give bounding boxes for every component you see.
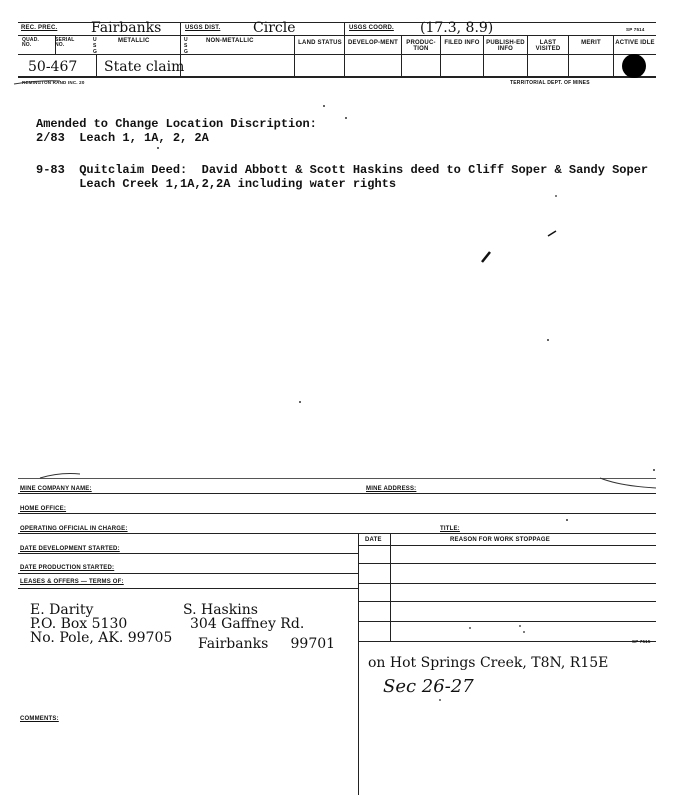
lessee-b-line-3: Fairbanks 99701 [198,636,336,652]
col-production: PRODUC-TION [406,40,436,52]
usgs-coord-value: (17.3, 8.9) [420,20,494,36]
reason-column: REASON FOR WORK STOPPAGE [450,537,550,543]
date-column: DATE [365,537,382,543]
metallic-label: METALLIC [118,38,150,44]
lessee-b-line-2: 304 Gaffney Rd. [190,616,305,632]
lessee-a-line-2: P.O. Box 5130 [30,616,128,632]
date-production-label: DATE PRODUCTION STARTED: [20,565,115,571]
section-handwritten: Sec 26-27 [383,676,474,697]
col-development: DEVELOP-MENT [347,40,399,46]
usgs-coord-label: USGS COORD. [349,25,394,31]
col-land-status: LAND STATUS [298,40,342,46]
department-label: TERRITORIAL DEPT. OF MINES [510,80,590,86]
note-line-4: Leach Creek 1,1A,2,2A including water rights [36,177,397,191]
operating-official-label: OPERATING OFFICIAL IN CHARGE: [20,526,128,532]
lessee-a-line-3: No. Pole, AK. 99705 [30,630,173,646]
serial-value: State claim [104,59,185,75]
nonmetallic-usg-label: U S G [184,37,189,55]
printer-note: REMINGTON RAND INC. 20 [22,80,85,85]
lessee-a-line-1: E. Darity [30,602,94,618]
quad-value: 50-467 [28,59,78,75]
home-office-label: HOME OFFICE: [20,506,67,512]
mine-address-label: MINE ADDRESS: [366,486,417,492]
quad-label: QUAD. NO. [22,37,40,48]
nonmetallic-label: NON-METALLIC [206,38,254,44]
rec-prec-label: REC. PREC. [21,25,58,31]
col-published-info: PUBLISH-ED INFO [486,40,525,52]
date-development-label: DATE DEVELOPMENT STARTED: [20,546,120,552]
lessee-b-line-1: S. Haskins [183,602,258,618]
note-line-1: Amended to Change Location Discription: [36,117,317,131]
rec-prec-value: Fairbanks [91,20,162,36]
comments-label: COMMENTS: [20,716,59,722]
col-active-idle: ACTIVE IDLE [615,40,655,46]
col-filed-info: FILED INFO [444,40,480,46]
usgs-dist-label: USGS DIST. [185,25,221,31]
title-label: TITLE: [440,526,460,532]
location-text: on Hot Springs Creek, T8N, R15E [368,655,609,671]
form-number: SP 7514 [626,27,645,32]
mine-company-label: MINE COMPANY NAME: [20,486,92,492]
form-number-2: SP 7515 [632,639,651,644]
note-line-3: 9-83 Quitclaim Deed: David Abbott & Scott Haskins deed to Cliff Soper & Sandy Soper [36,163,649,177]
note-line-2: 2/83 Leach 1, 1A, 2, 2A [36,131,209,145]
serial-label: SERIAL NO. [55,37,75,48]
usgs-dist-value: Circle [253,20,296,36]
metallic-usg-label: U S G [93,37,98,55]
col-last-visited: LAST VISITED [535,40,561,52]
leases-label: LEASES & OFFERS — TERMS OF: [20,579,124,585]
col-merit: MERIT [581,40,601,46]
